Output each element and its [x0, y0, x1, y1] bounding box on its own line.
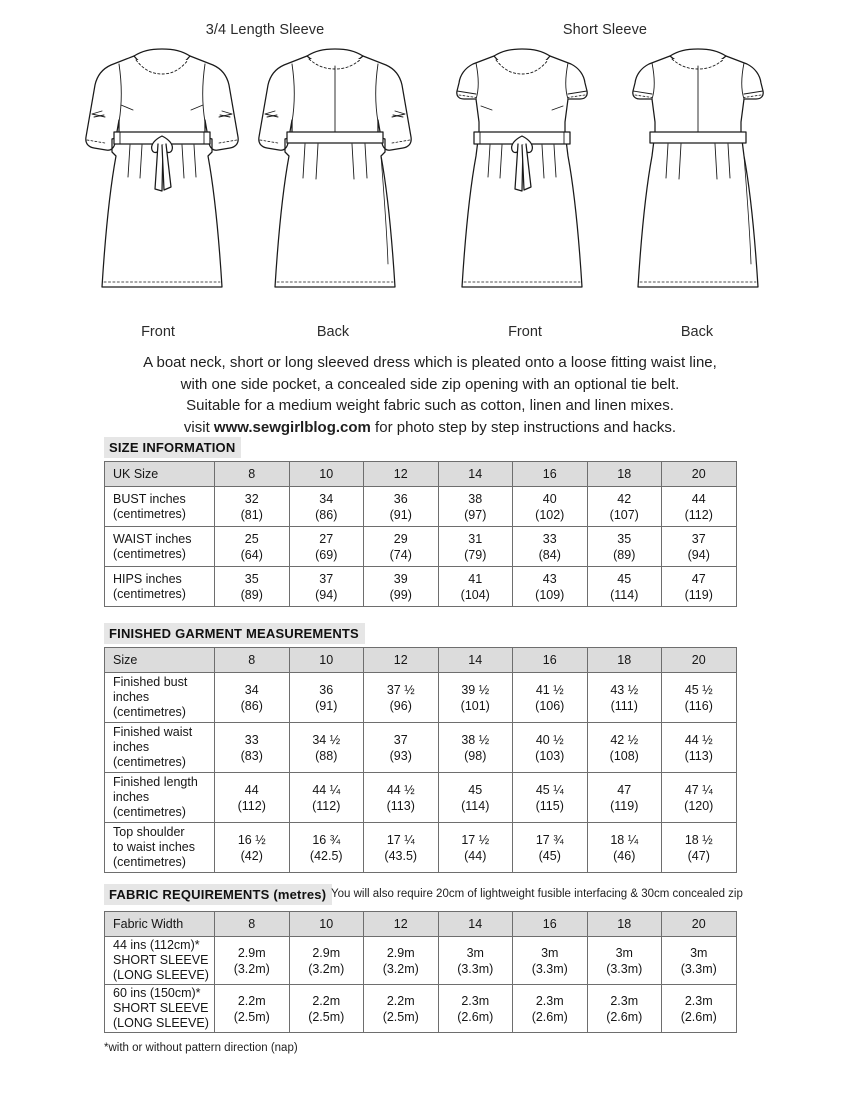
finished-garment-table — [104, 647, 737, 873]
col-header-size-12: 12 — [364, 648, 439, 673]
value-inches: 45 ½ — [684, 682, 713, 697]
value-cm: (86) — [240, 698, 263, 713]
value-cm: (86) — [315, 507, 338, 522]
table-row — [105, 773, 737, 823]
cell-bust-16 — [513, 487, 588, 527]
cell-finished-waist-16 — [513, 723, 588, 773]
cell-bust-12 — [364, 487, 439, 527]
cell-waist-18 — [587, 527, 662, 567]
row-label-bust — [105, 487, 215, 527]
value-long-sleeve: (3.2m) — [308, 961, 345, 976]
row-label-fabric-60in — [105, 985, 215, 1033]
value-cm: (112) — [312, 798, 341, 813]
row-label-line1: Finished length — [113, 775, 198, 789]
cell-finished-bust-14 — [438, 673, 513, 723]
value-inches: 39 — [393, 571, 408, 586]
row-label-hips — [105, 567, 215, 607]
fabric-requirements-note: You will also require 20cm of lightweight fusible interfacing & 30cm concealed zip — [331, 888, 743, 900]
col-header-size-20: 20 — [662, 462, 737, 487]
description-line-2: with one side pocket, a concealed side zip opening with an optional tie belt. — [180, 375, 680, 393]
value-long-sleeve: (2.6m) — [531, 1009, 568, 1024]
value-cm: (119) — [684, 587, 713, 602]
col-header-uk-size: UK Size — [105, 462, 215, 487]
value-inches: 36 — [319, 682, 334, 697]
value-short-sleeve: 2.3m — [535, 993, 564, 1008]
row-label-line2: (centimetres) — [113, 546, 186, 561]
value-inches: 36 — [393, 491, 408, 506]
value-long-sleeve: (3.2m) — [382, 961, 419, 976]
cell-finished-bust-12 — [364, 673, 439, 723]
value-cm: (74) — [389, 547, 412, 562]
figure-caption-front-short: Front — [508, 324, 542, 340]
row-label-line2: inches — [113, 690, 150, 704]
row-label-line3: (centimetres) — [113, 755, 186, 769]
value-inches: 34 — [319, 491, 334, 506]
cell-finished-waist-18 — [587, 723, 662, 773]
value-inches: 18 ¼ — [610, 832, 639, 847]
value-inches: 47 — [617, 782, 632, 797]
cell-finished-length-18 — [587, 773, 662, 823]
cell-waist-20 — [662, 527, 737, 567]
cell-fabric44-16 — [513, 937, 588, 985]
value-inches: 38 — [468, 491, 483, 506]
dress-illustration-long-sleeve-front — [72, 44, 252, 304]
value-inches: 44 ½ — [386, 782, 415, 797]
value-inches: 44 — [691, 491, 706, 506]
visit-prefix: visit — [183, 418, 214, 436]
value-inches: 45 — [617, 571, 632, 586]
value-cm: (113) — [386, 798, 415, 813]
value-inches: 17 ½ — [461, 832, 490, 847]
value-cm: (113) — [684, 748, 713, 763]
row-label-line2: SHORT SLEEVE — [113, 953, 209, 967]
value-long-sleeve: (2.5m) — [308, 1009, 345, 1024]
row-label-line1: HIPS inches — [113, 571, 182, 586]
table-row — [105, 567, 737, 607]
cell-waist-16 — [513, 527, 588, 567]
view-title-short-sleeve: Short Sleeve — [562, 22, 648, 38]
value-cm: (103) — [535, 748, 565, 763]
figure-caption-back-short: Back — [680, 324, 714, 340]
col-header-size-16: 16 — [513, 648, 588, 673]
value-inches: 37 — [319, 571, 334, 586]
value-cm: (106) — [535, 698, 565, 713]
value-cm: (91) — [315, 698, 338, 713]
value-cm: (42) — [240, 848, 263, 863]
value-inches: 40 ½ — [535, 732, 564, 747]
cell-shoulder-waist-10 — [289, 823, 364, 873]
value-long-sleeve: (2.5m) — [382, 1009, 419, 1024]
col-header-size-20: 20 — [662, 912, 737, 937]
cell-shoulder-waist-8 — [215, 823, 290, 873]
cell-finished-bust-8 — [215, 673, 290, 723]
value-short-sleeve: 2.9m — [386, 945, 415, 960]
value-long-sleeve: (2.6m) — [457, 1009, 494, 1024]
row-label-line1: WAIST inches — [113, 531, 192, 546]
description-line-4 — [70, 417, 790, 439]
col-header-fabric-width: Fabric Width — [105, 912, 215, 937]
value-short-sleeve: 2.9m — [312, 945, 341, 960]
cell-finished-bust-10 — [289, 673, 364, 723]
cell-hips-16 — [513, 567, 588, 607]
value-inches: 41 — [468, 571, 483, 586]
row-label-finished-waist — [105, 723, 215, 773]
col-header-size-12: 12 — [364, 912, 439, 937]
value-inches: 38 ½ — [461, 732, 490, 747]
value-cm: (111) — [610, 698, 638, 713]
col-header-size-16: 16 — [513, 462, 588, 487]
row-label-line1: 44 ins (112cm)* — [113, 938, 200, 952]
table-row — [105, 673, 737, 723]
value-inches: 43 — [542, 571, 557, 586]
value-inches: 35 — [617, 531, 632, 546]
cell-finished-length-12 — [364, 773, 439, 823]
row-label-line1: Finished waist — [113, 725, 193, 739]
value-inches: 39 ½ — [461, 682, 490, 697]
value-inches: 25 — [244, 531, 259, 546]
value-cm: (97) — [464, 507, 487, 522]
size-information-table — [104, 461, 737, 607]
cell-bust-10 — [289, 487, 364, 527]
cell-shoulder-waist-12 — [364, 823, 439, 873]
cell-hips-14 — [438, 567, 513, 607]
cell-hips-10 — [289, 567, 364, 607]
value-cm: (109) — [535, 587, 565, 602]
row-label-line2: (centimetres) — [113, 506, 186, 521]
cell-fabric60-8 — [215, 985, 290, 1033]
figure-caption-back-long: Back — [316, 324, 350, 340]
row-label-line3: (centimetres) — [113, 805, 186, 819]
row-label-line1: BUST inches — [113, 491, 186, 506]
value-short-sleeve: 3m — [690, 945, 708, 960]
cell-waist-12 — [364, 527, 439, 567]
cell-fabric60-16 — [513, 985, 588, 1033]
value-inches: 43 ½ — [610, 682, 639, 697]
value-inches: 37 — [393, 732, 408, 747]
value-inches: 32 — [244, 491, 259, 506]
value-inches: 17 ¼ — [386, 832, 415, 847]
technical-drawings-panel — [0, 0, 860, 350]
cell-fabric44-12 — [364, 937, 439, 985]
value-inches: 42 — [617, 491, 632, 506]
cell-hips-20 — [662, 567, 737, 607]
value-short-sleeve: 2.2m — [312, 993, 341, 1008]
cell-fabric44-8 — [215, 937, 290, 985]
value-cm: (44) — [464, 848, 487, 863]
cell-waist-10 — [289, 527, 364, 567]
value-long-sleeve: (3.3m) — [680, 961, 717, 976]
value-cm: (104) — [460, 587, 490, 602]
cell-shoulder-waist-16 — [513, 823, 588, 873]
table-row — [105, 527, 737, 567]
row-label-line2: SHORT SLEEVE — [113, 1001, 209, 1015]
value-cm: (93) — [389, 748, 412, 763]
table-row — [105, 723, 737, 773]
value-inches: 16 ¾ — [312, 832, 341, 847]
dress-illustration-long-sleeve-back — [245, 44, 425, 304]
dress-illustration-short-sleeve-front — [432, 44, 612, 304]
value-inches: 45 — [468, 782, 483, 797]
cell-fabric44-14 — [438, 937, 513, 985]
table-row — [105, 985, 737, 1033]
row-label-line2: (centimetres) — [113, 586, 186, 601]
value-cm: (84) — [538, 547, 561, 562]
value-cm: (116) — [684, 698, 713, 713]
cell-waist-14 — [438, 527, 513, 567]
size-information-heading: SIZE INFORMATION — [104, 437, 241, 458]
value-cm: (112) — [237, 798, 266, 813]
nap-footnote: *with or without pattern direction (nap) — [104, 1042, 298, 1054]
row-label-top-shoulder-to-waist — [105, 823, 215, 873]
row-label-line3: (LONG SLEEVE) — [113, 968, 209, 982]
row-label-line2: to waist inches — [113, 840, 195, 854]
value-cm: (115) — [535, 798, 564, 813]
cell-shoulder-waist-18 — [587, 823, 662, 873]
value-inches: 44 — [244, 782, 259, 797]
value-inches: 34 — [244, 682, 259, 697]
col-header-size-18: 18 — [587, 912, 662, 937]
cell-bust-18 — [587, 487, 662, 527]
cell-fabric60-14 — [438, 985, 513, 1033]
value-long-sleeve: (2.6m) — [680, 1009, 717, 1024]
col-header-size-8: 8 — [215, 648, 290, 673]
cell-finished-length-20 — [662, 773, 737, 823]
cell-fabric44-20 — [662, 937, 737, 985]
value-short-sleeve: 3m — [541, 945, 559, 960]
cell-finished-length-8 — [215, 773, 290, 823]
table-header-row — [105, 648, 737, 673]
description-line-3: Suitable for a medium weight fabric such as cotton, linen and linen mixes. — [186, 397, 674, 414]
col-header-size-10: 10 — [289, 648, 364, 673]
value-cm: (99) — [389, 587, 412, 602]
cell-fabric60-12 — [364, 985, 439, 1033]
col-header-size-10: 10 — [289, 462, 364, 487]
value-short-sleeve: 3m — [615, 945, 633, 960]
value-inches: 18 ½ — [684, 832, 713, 847]
value-cm: (98) — [464, 748, 487, 763]
col-header-size-20: 20 — [662, 648, 737, 673]
value-long-sleeve: (2.6m) — [606, 1009, 643, 1024]
row-label-waist — [105, 527, 215, 567]
value-cm: (94) — [315, 587, 338, 602]
cell-finished-waist-20 — [662, 723, 737, 773]
view-title-three-quarter-sleeve: 3/4 Length Sleeve — [205, 22, 325, 38]
col-header-size-12: 12 — [364, 462, 439, 487]
value-cm: (42.5) — [309, 848, 343, 863]
row-label-line3: (centimetres) — [113, 705, 186, 719]
value-cm: (89) — [240, 587, 263, 602]
value-inches: 40 — [542, 491, 557, 506]
cell-fabric60-18 — [587, 985, 662, 1033]
row-label-line3: (LONG SLEEVE) — [113, 1016, 209, 1030]
value-cm: (46) — [613, 848, 636, 863]
cell-hips-12 — [364, 567, 439, 607]
value-cm: (101) — [460, 698, 490, 713]
value-inches: 34 ½ — [312, 732, 341, 747]
col-header-size-14: 14 — [438, 648, 513, 673]
cell-bust-20 — [662, 487, 737, 527]
cell-finished-length-16 — [513, 773, 588, 823]
value-cm: (88) — [315, 748, 338, 763]
col-header-size-10: 10 — [289, 912, 364, 937]
col-header-size-8: 8 — [215, 462, 290, 487]
value-short-sleeve: 2.9m — [237, 945, 266, 960]
value-cm: (94) — [687, 547, 710, 562]
value-cm: (107) — [609, 507, 639, 522]
value-cm: (79) — [464, 547, 487, 562]
value-cm: (69) — [315, 547, 338, 562]
fabric-requirements-table — [104, 911, 737, 1033]
value-inches: 41 ½ — [535, 682, 564, 697]
website-link[interactable]: www.sewgirlblog.com — [213, 418, 371, 436]
value-cm: (102) — [535, 507, 565, 522]
row-label-line1: Top shoulder — [113, 825, 185, 839]
row-label-line1: 60 ins (150cm)* — [113, 986, 201, 1000]
value-short-sleeve: 2.3m — [610, 993, 639, 1008]
value-cm: (120) — [684, 798, 714, 813]
value-inches: 42 ½ — [610, 732, 639, 747]
pattern-description — [70, 352, 790, 438]
row-label-line2: inches — [113, 740, 150, 754]
row-label-finished-length — [105, 773, 215, 823]
value-inches: 47 ¼ — [684, 782, 713, 797]
col-header-size-18: 18 — [587, 648, 662, 673]
table-row — [105, 937, 737, 985]
col-header-size-16: 16 — [513, 912, 588, 937]
figure-caption-front-long: Front — [141, 324, 175, 340]
value-cm: (47) — [687, 848, 710, 863]
cell-fabric60-10 — [289, 985, 364, 1033]
value-long-sleeve: (2.5m) — [233, 1009, 270, 1024]
value-inches: 47 — [691, 571, 706, 586]
finished-garment-heading: FINISHED GARMENT MEASUREMENTS — [104, 623, 365, 644]
value-cm: (89) — [613, 547, 636, 562]
row-label-fabric-44in — [105, 937, 215, 985]
value-inches: 16 ½ — [237, 832, 266, 847]
fabric-requirements-heading: FABRIC REQUIREMENTS (metres) — [104, 884, 332, 905]
value-short-sleeve: 3m — [466, 945, 484, 960]
value-cm: (45) — [538, 848, 561, 863]
value-cm: (114) — [461, 798, 490, 813]
value-cm: (64) — [240, 547, 263, 562]
cell-finished-length-10 — [289, 773, 364, 823]
value-cm: (43.5) — [384, 848, 418, 863]
cell-finished-waist-8 — [215, 723, 290, 773]
col-header-size-8: 8 — [215, 912, 290, 937]
value-inches: 35 — [244, 571, 259, 586]
value-inches: 44 ½ — [684, 732, 713, 747]
value-cm: (108) — [609, 748, 639, 763]
value-long-sleeve: (3.3m) — [531, 961, 568, 976]
value-cm: (83) — [240, 748, 263, 763]
cell-finished-waist-12 — [364, 723, 439, 773]
value-cm: (114) — [610, 587, 639, 602]
value-long-sleeve: (3.2m) — [233, 961, 270, 976]
visit-suffix: for photo step by step instructions and hacks. — [370, 418, 677, 436]
cell-hips-18 — [587, 567, 662, 607]
value-cm: (91) — [389, 507, 412, 522]
dress-illustration-short-sleeve-back — [608, 44, 788, 304]
table-row — [105, 487, 737, 527]
cell-finished-waist-10 — [289, 723, 364, 773]
row-label-line1: Finished bust — [113, 675, 188, 689]
value-inches: 33 — [542, 531, 557, 546]
value-cm: (119) — [610, 798, 639, 813]
table-row — [105, 823, 737, 873]
value-cm: (96) — [389, 698, 412, 713]
col-header-size: Size — [105, 648, 215, 673]
row-label-finished-bust — [105, 673, 215, 723]
table-header-row — [105, 462, 737, 487]
value-long-sleeve: (3.3m) — [457, 961, 494, 976]
cell-finished-bust-18 — [587, 673, 662, 723]
col-header-size-18: 18 — [587, 462, 662, 487]
table-header-row — [105, 912, 737, 937]
row-label-line2: inches — [113, 790, 150, 804]
value-inches: 27 — [319, 531, 334, 546]
value-cm: (112) — [684, 507, 713, 522]
cell-shoulder-waist-20 — [662, 823, 737, 873]
value-inches: 44 ¼ — [312, 782, 341, 797]
value-cm: (81) — [240, 507, 263, 522]
cell-fabric44-10 — [289, 937, 364, 985]
cell-finished-bust-16 — [513, 673, 588, 723]
value-inches: 45 ¼ — [535, 782, 564, 797]
value-short-sleeve: 2.2m — [386, 993, 415, 1008]
value-long-sleeve: (3.3m) — [606, 961, 643, 976]
cell-fabric44-18 — [587, 937, 662, 985]
value-short-sleeve: 2.3m — [684, 993, 713, 1008]
description-line-1: A boat neck, short or long sleeved dress which is pleated onto a loose fitting waist line, — [143, 354, 717, 371]
cell-shoulder-waist-14 — [438, 823, 513, 873]
value-inches: 29 — [393, 531, 408, 546]
value-short-sleeve: 2.3m — [461, 993, 490, 1008]
value-inches: 33 — [244, 732, 259, 747]
col-header-size-14: 14 — [438, 462, 513, 487]
value-inches: 37 — [691, 531, 706, 546]
cell-finished-waist-14 — [438, 723, 513, 773]
value-inches: 17 ¾ — [535, 832, 564, 847]
value-short-sleeve: 2.2m — [237, 993, 266, 1008]
value-inches: 37 ½ — [386, 682, 415, 697]
value-inches: 31 — [468, 531, 483, 546]
col-header-size-14: 14 — [438, 912, 513, 937]
cell-bust-14 — [438, 487, 513, 527]
cell-bust-8 — [215, 487, 290, 527]
cell-hips-8 — [215, 567, 290, 607]
cell-finished-bust-20 — [662, 673, 737, 723]
cell-waist-8 — [215, 527, 290, 567]
cell-fabric60-20 — [662, 985, 737, 1033]
cell-finished-length-14 — [438, 773, 513, 823]
row-label-line3: (centimetres) — [113, 855, 186, 869]
